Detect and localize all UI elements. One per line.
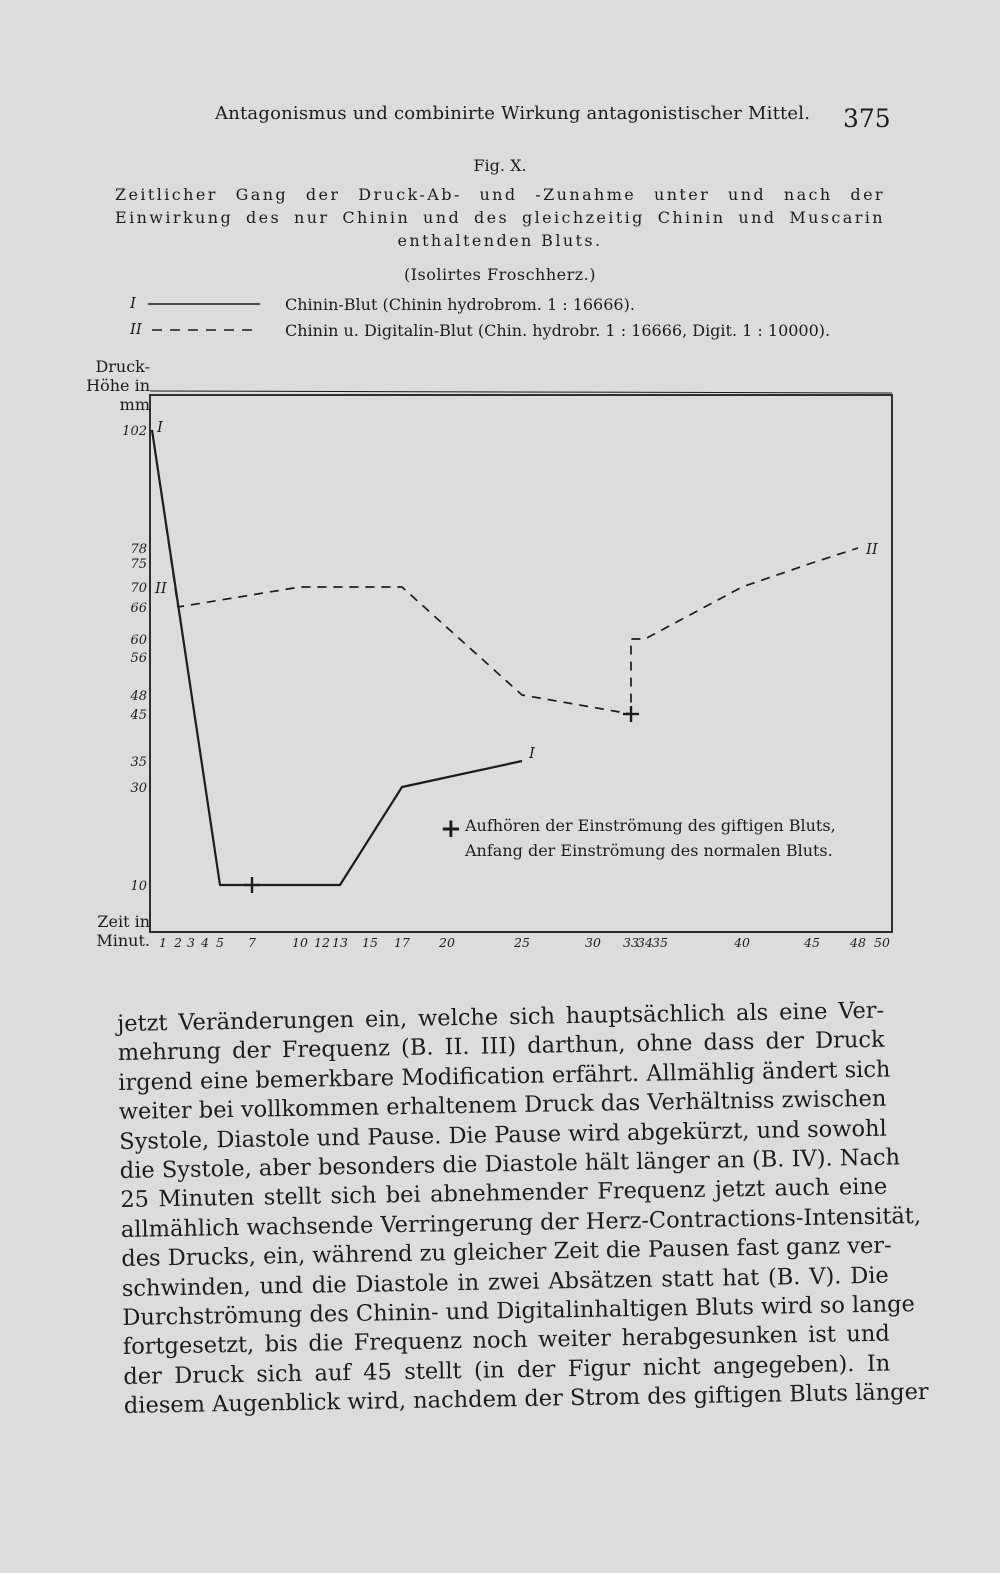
body-line: 25 Minuten stellt sich bei abnehmender Frequenz jetzt auch eine — [120, 1173, 888, 1214]
marker-legend-line-1: Aufhören der Einströmung des giftigen Bluts, — [465, 816, 836, 835]
y-tick-label: 78 — [130, 542, 147, 557]
legend-mark-1: I — [130, 294, 136, 312]
x-tick-label: 40 — [734, 935, 750, 950]
body-line: schwinden, und die Diastole in zwei Absätzen statt hat (B. V). Die — [121, 1262, 889, 1302]
y-tick-label: 102 — [122, 424, 147, 439]
body-line: des Drucks, ein, während zu gleicher Zeit die Pausen fast ganz ver- — [121, 1232, 892, 1273]
y-tick-label: 60 — [130, 633, 147, 648]
x-tick-label: 20 — [439, 935, 455, 950]
body-line: mehrung der Frequenz (B. II. III) darthun, ohne dass der Druck — [117, 1027, 885, 1067]
series-name-label: I — [157, 418, 163, 436]
plus-marker — [244, 877, 260, 893]
x-tick-label: 50 — [874, 935, 890, 950]
body-line: allmählich wachsende Verringerung der Herz-Contractions-Intensität, — [120, 1202, 922, 1243]
y-tick-label: 45 — [130, 708, 147, 723]
body-line: Durchströmung des Chinin- und Digitalinhaltigen Bluts wird so lange — [122, 1291, 916, 1331]
figure-label: Fig. X. — [473, 156, 527, 175]
series-name-label: II — [866, 540, 878, 558]
body-line: die Systole, aber besonders die Diastole hält länger an (B. IV). Nach — [119, 1144, 901, 1184]
marker-legend-line-2: Anfang der Einströmung des normalen Bluts. — [465, 841, 833, 860]
x-tick-label: 25 — [514, 935, 530, 950]
y-axis-title: Druck-Höhe in mm — [86, 357, 150, 414]
x-tick-label: 17 — [394, 935, 410, 950]
y-tick-label: 48 — [130, 689, 147, 704]
x-tick-label: 33 — [623, 935, 639, 950]
x-tick-label: 15 — [362, 935, 378, 950]
body-text — [117, 997, 929, 1422]
x-tick-group — [159, 935, 890, 950]
figure-caption: Zeitlicher Gang der Druck-Ab- und -Zunahme unter und nach der Einwirkung des nur Chinin und des gleichzeitig Chinin und Muscarin enthaltenden Bluts. — [115, 185, 885, 250]
x-tick-label: 45 — [804, 935, 820, 950]
pressure-chart — [0, 380, 1000, 980]
body-line: irgend eine bemerkbare Modification erfährt. Allmählig ändert sich — [118, 1056, 891, 1096]
y-tick-label: 75 — [130, 557, 147, 572]
plus-marker — [623, 706, 639, 722]
plus-marker-icon: + — [440, 814, 462, 844]
series-name-label: I — [529, 744, 535, 762]
x-tick-label: 7 — [248, 935, 256, 950]
y-tick-label: 10 — [130, 879, 147, 894]
body-line: fortgesetzt, bis die Frequenz noch weiter herabgesunken ist und — [122, 1320, 890, 1361]
legend-mark-2: II — [130, 320, 142, 338]
body-line: diesem Augenblick wird, nachdem der Strom des giftigen Bluts länger — [123, 1378, 929, 1420]
x-tick-label: 2 — [174, 935, 182, 950]
x-tick-label: 5 — [216, 935, 224, 950]
running-head: Antagonismus und combinirte Wirkung antagonistischer Mittel. — [215, 103, 811, 124]
page-number: 375 — [843, 104, 891, 133]
x-tick-label: 34 — [637, 935, 653, 950]
body-line: der Druck sich auf 45 stellt (in der Figur nicht angegeben). In — [123, 1350, 891, 1390]
series-name-label: II — [155, 579, 167, 597]
figure-caption-sub: (Isolirtes Froschherz.) — [403, 265, 597, 284]
legend-line-solid — [128, 291, 268, 313]
x-axis-title: Zeit in Minut. — [96, 912, 150, 950]
x-tick-label: 1 — [159, 935, 167, 950]
y-tick-label: 56 — [130, 651, 147, 666]
y-tick-group — [122, 424, 147, 894]
legend-text-1: Chinin-Blut (Chinin hydrobrom. 1 : 16666). — [285, 295, 635, 314]
x-tick-label: 13 — [332, 935, 348, 950]
x-tick-label: 3 — [187, 935, 195, 950]
series-line-II — [152, 430, 858, 714]
legend-text-2: Chinin u. Digitalin-Blut (Chin. hydrobr. 1 : 16666, Digit. 1 : 10000). — [285, 321, 831, 340]
legend-line-dashed — [128, 317, 268, 339]
frame-shadow-top — [150, 391, 892, 393]
x-tick-label: 48 — [850, 935, 866, 950]
y-tick-label: 30 — [130, 781, 147, 796]
body-line: jetzt Veränderungen ein, welche sich hauptsächlich als eine Ver- — [117, 997, 885, 1037]
x-tick-label: 30 — [585, 935, 601, 950]
x-tick-label: 35 — [652, 935, 668, 950]
x-tick-label: 4 — [201, 935, 209, 950]
body-line: Systole, Diastole und Pause. Die Pause wird abgekürzt, und sowohl — [119, 1115, 887, 1155]
body-line: weiter bei vollkommen erhaltenem Druck das Verhältniss zwischen — [118, 1085, 887, 1126]
y-tick-label: 66 — [130, 601, 147, 616]
y-tick-label: 70 — [130, 581, 147, 596]
x-tick-label: 12 — [314, 935, 330, 950]
y-tick-label: 35 — [130, 755, 147, 770]
x-tick-label: 10 — [292, 935, 308, 950]
